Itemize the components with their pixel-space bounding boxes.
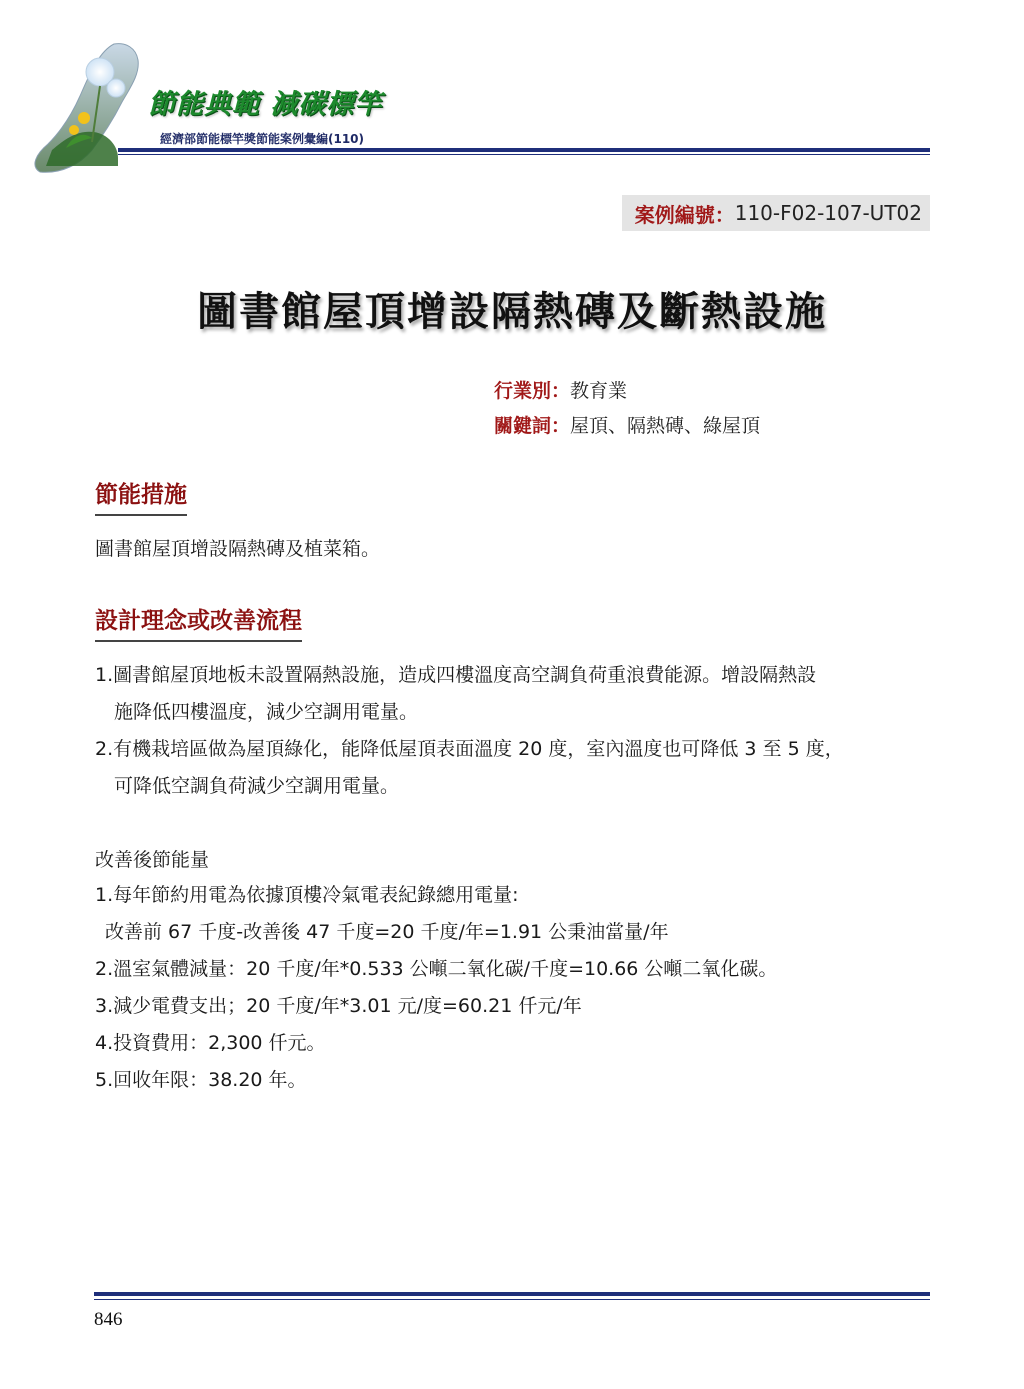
page-number: 846: [94, 1309, 123, 1330]
design-line-4: 可降低空調負荷減少空調用電量。: [114, 775, 400, 797]
page-title: 圖書館屋頂增設隔熱磚及斷熱設施: [197, 289, 827, 335]
footer-divider-thin: [94, 1299, 930, 1300]
header-divider-thin: [118, 154, 930, 155]
case-number-label: 案例編號：: [634, 202, 735, 227]
keywords-row: [494, 411, 760, 438]
case-number-box: [622, 195, 930, 231]
header-title: 節能典範 減碳標竿: [148, 89, 383, 120]
case-number-value: 110-F02-107-UT02: [734, 201, 922, 225]
header-divider: [118, 148, 930, 152]
design-line-3: 2.有機栽培區做為屋頂綠化，能降低屋頂表面溫度 20 度，室內溫度也可降低 3 至 5 度，: [95, 738, 844, 760]
keywords-value: 屋頂、隔熱磚、綠屋頂: [570, 415, 761, 437]
industry-value: 教育業: [570, 380, 628, 402]
savings-line-5: 4.投資費用：2,300 仟元。: [95, 1032, 326, 1054]
savings-line-3: 2.溫室氣體減量：20 千度/年*0.533 公噸二氧化碳/千度=10.66 公噸二氧化碳。: [95, 958, 778, 980]
section-heading-design: 設計理念或改善流程: [95, 602, 302, 642]
savings-line-4: 3.減少電費支出；20 千度/年*3.01 元/度=60.21 仟元/年: [95, 995, 582, 1017]
savings-heading: 改善後節能量: [95, 849, 210, 871]
savings-line-6: 5.回收年限：38.20 年。: [95, 1069, 307, 1091]
section-heading-measures: 節能措施: [95, 476, 187, 516]
taiwan-dandelion-logo-icon: [22, 38, 152, 178]
design-line-1: 1.圖書館屋頂地板未設置隔熱設施，造成四樓溫度高空調負荷重浪費能源。增設隔熱設: [95, 664, 817, 686]
savings-line-1: 1.每年節約用電為依據頂樓冷氣電表紀錄總用電量:: [95, 884, 519, 906]
savings-line-2: 改善前 67 千度-改善後 47 千度=20 千度/年=1.91 公秉油當量/年: [105, 921, 669, 943]
keywords-label: 關鍵詞：: [494, 415, 571, 437]
design-line-2: 施降低四樓溫度，減少空調用電量。: [114, 701, 419, 723]
industry-row: [494, 376, 627, 403]
measures-text: 圖書館屋頂增設隔熱磚及植菜箱。: [95, 538, 381, 560]
industry-label: 行業別：: [494, 380, 571, 402]
header-subtitle: 經濟部節能標竿獎節能案例彙編(110): [160, 132, 365, 146]
footer-divider: [94, 1292, 930, 1296]
